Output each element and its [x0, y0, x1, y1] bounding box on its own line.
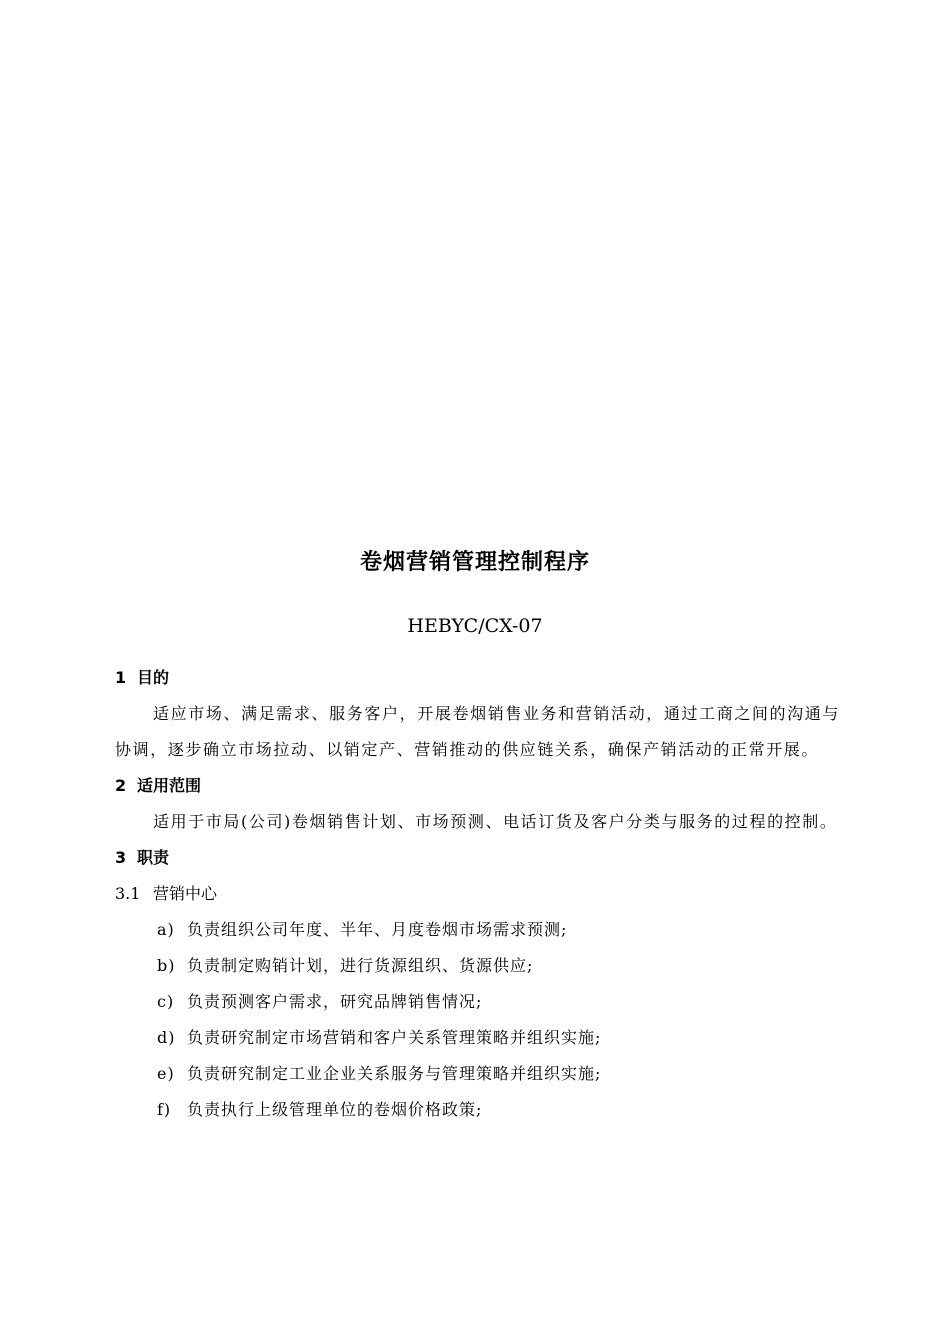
- list-marker: e): [157, 1064, 175, 1083]
- section-title: 职责: [137, 848, 170, 867]
- list-item: [115, 1020, 840, 1056]
- list-item: [115, 948, 840, 984]
- document-code: HEBYC/CX-07: [407, 615, 543, 637]
- list-item: [115, 912, 840, 948]
- list-text: 负责预测客户需求，研究品牌销售情况;: [187, 992, 483, 1011]
- list-marker: c): [157, 992, 175, 1011]
- section-heading-purpose: [115, 660, 840, 696]
- list-text: 负责研究制定工业企业关系服务与管理策略并组织实施;: [187, 1064, 602, 1083]
- section-number: 2: [115, 776, 127, 795]
- section-number: 3: [115, 848, 127, 867]
- list-marker: d): [157, 1028, 176, 1047]
- section-paragraph-purpose: 适应市场、满足需求、服务客户，开展卷烟销售业务和营销活动，通过工商之间的沟通与协调，逐步确立市场拉动、以销定产、营销推动的供应链关系，确保产销活动的正常开展。: [115, 704, 840, 759]
- subsection-number: 3.1: [115, 884, 141, 903]
- list-marker: a): [157, 920, 175, 939]
- section-heading-responsibilities: [115, 840, 840, 876]
- section-title: 目的: [137, 668, 170, 687]
- section-number: 1: [115, 668, 127, 687]
- section-title: 适用范围: [137, 776, 202, 795]
- subsection-title: 营销中心: [153, 884, 218, 903]
- document-title: 卷烟营销管理控制程序: [359, 550, 590, 575]
- list-item: [115, 1056, 840, 1092]
- list-text: 负责研究制定市场营销和客户关系管理策略并组织实施;: [187, 1028, 602, 1047]
- section-heading-scope: [115, 768, 840, 804]
- list-text: 负责执行上级管理单位的卷烟价格政策;: [187, 1100, 483, 1119]
- list-item: [115, 984, 840, 1020]
- list-marker: f): [157, 1100, 172, 1119]
- list-item: [115, 1092, 840, 1128]
- list-text: 负责组织公司年度、半年、月度卷烟市场需求预测;: [187, 920, 568, 939]
- list-text: 负责制定购销计划，进行货源组织、货源供应;: [187, 956, 534, 975]
- subsection-heading-marketing-center: [115, 876, 840, 912]
- list-marker: b): [157, 956, 176, 975]
- document-body: [115, 660, 840, 1128]
- section-paragraph-scope: 适用于市局(公司)卷烟销售计划、市场预测、电话订货及客户分类与服务的过程的控制。: [153, 812, 838, 831]
